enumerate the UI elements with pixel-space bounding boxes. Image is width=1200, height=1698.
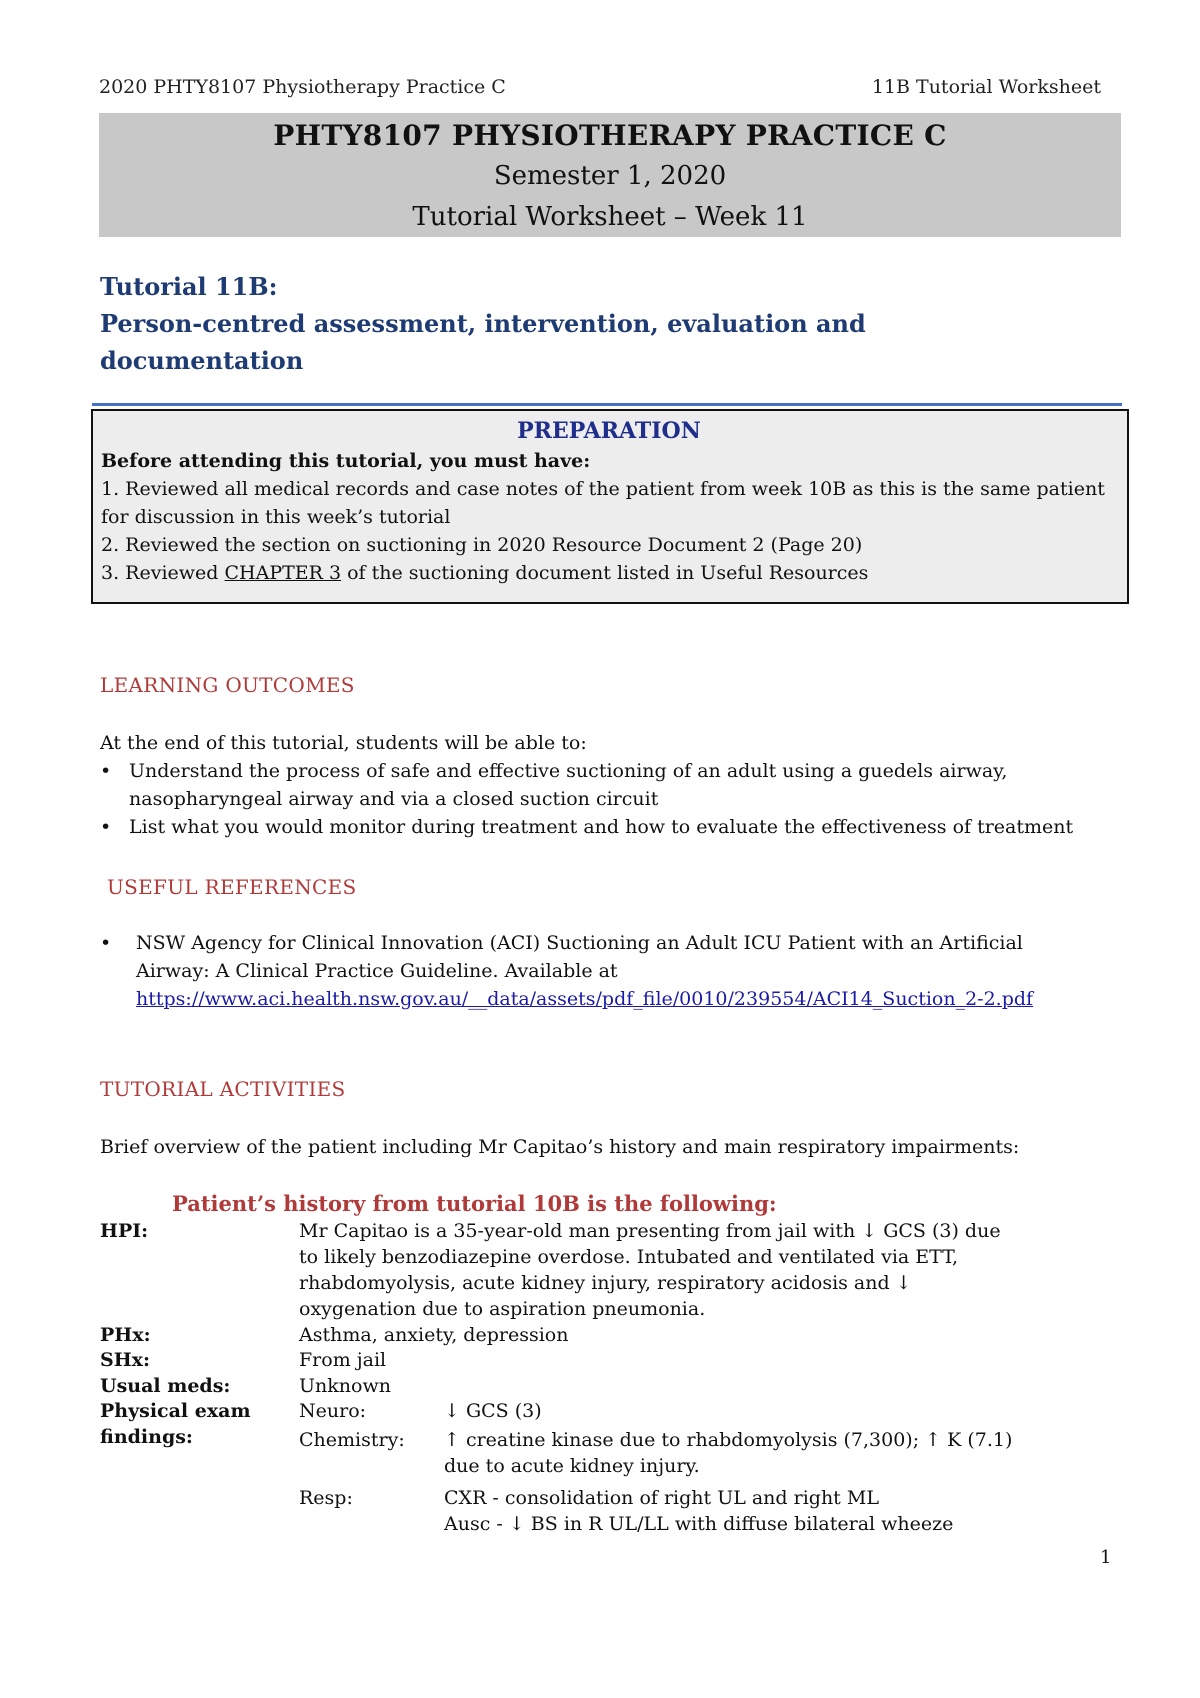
useful-references-body [100,929,1120,1013]
section-divider [92,403,1122,406]
outcome-1-line-1: Understand the process of safe and effective suctioning of an adult using a guedels airway, [129,760,1008,782]
bullet-icon: • [100,760,112,782]
bullet-icon: • [100,816,112,838]
resp-line-2: Ausc - ↓ BS in R UL/LL with diffuse bilateral wheeze [444,1513,954,1535]
learning-outcomes-body [100,729,1120,841]
preparation-item-3 [101,559,1117,587]
page-number: 1 [1100,1547,1112,1568]
hpi-line-2: to likely benzodiazepine overdose. Intubated and ventilated via ETT, [299,1246,959,1268]
physical-exam-label [100,1398,251,1450]
resp-line-1: CXR - consolidation of right UL and right ML [444,1487,879,1509]
neuro-label: Neuro: [299,1400,367,1422]
chemistry-line-1: ↑ creatine kinase due to rhabdomyolysis (7,300); ↑ K (7.1) [444,1429,1013,1451]
preparation-item-3-suffix: of the suctioning document listed in Useful Resources [341,562,869,584]
tutorial-subtitle-line-1: Person-centred assessment, intervention, evaluation and [100,309,866,338]
usual-meds-value: Unknown [299,1375,391,1397]
preparation-item-1-line-2: for discussion in this week’s tutorial [101,506,451,528]
physical-exam-label-line-2: findings: [100,1426,193,1448]
useful-references-heading: USEFUL REFERENCES [107,875,357,899]
chemistry-line-2: due to acute kidney injury. [444,1455,700,1477]
preparation-item-1-line-1: 1. Reviewed all medical records and case notes of the patient from week 10B as this is the same patient [101,478,1105,500]
semester-title: Semester 1, 2020 [493,161,727,191]
running-header-worksheet: 11B Tutorial Worksheet [871,76,1101,98]
shx-label: SHx: [100,1349,151,1371]
patient-history-title: Patient’s history from tutorial 10B is the following: [172,1191,777,1216]
hpi-line-3: rhabdomyolysis, acute kidney injury, respiratory acidosis and ↓ [299,1272,912,1294]
list-item [100,929,1120,1013]
outcome-2: List what you would monitor during treatment and how to evaluate the effectiveness of treatment [129,816,1074,838]
preparation-item-2: 2. Reviewed the section on suctioning in 2020 Resource Document 2 (Page 20) [101,534,863,556]
reference-line-2: Airway: A Clinical Practice Guideline. Available at [136,960,618,982]
chapter-reference: CHAPTER 3 [224,562,342,584]
hpi-line-4: oxygenation due to aspiration pneumonia. [299,1298,706,1320]
phx-value: Asthma, anxiety, depression [299,1324,569,1346]
chemistry-label: Chemistry: [299,1429,405,1451]
tutorial-heading [100,268,1100,379]
physical-exam-block [100,1398,1110,1538]
shx-value: From jail [299,1349,387,1371]
reference-line-1: NSW Agency for Clinical Innovation (ACI) Suctioning an Adult ICU Patient with an Artificial [136,932,1023,954]
tutorial-activities-intro: Brief overview of the patient including Mr Capitao’s history and main respiratory impairments: [100,1136,1020,1158]
hpi-label: HPI: [100,1220,149,1242]
preparation-box [91,409,1129,604]
hpi-row [100,1218,1110,1322]
preparation-intro: Before attending this tutorial, you must have: [101,450,591,472]
worksheet-title: Tutorial Worksheet – Week 11 [412,202,808,232]
physical-exam-label-line-1: Physical exam [100,1400,251,1422]
running-header [99,76,1101,98]
preparation-title: PREPARATION [517,418,701,444]
list-item [100,757,1120,813]
tutorial-label: Tutorial 11B: [100,272,278,301]
tutorial-subtitle-line-2: documentation [100,346,304,375]
outcome-1-line-2: nasopharyngeal airway and via a closed suction circuit [129,788,659,810]
course-title: PHTY8107 PHYSIOTHERAPY PRACTICE C [273,119,947,152]
references-list [100,929,1120,1013]
resp-label: Resp: [299,1487,353,1509]
preparation-item-3-prefix: 3. Reviewed [101,562,225,584]
running-header-course: 2020 PHTY8107 Physiotherapy Practice C [99,76,506,98]
hpi-line-1: Mr Capitao is a 35-year-old man presenting from jail with ↓ GCS (3) due [299,1220,1001,1242]
learning-outcomes-heading: LEARNING OUTCOMES [100,673,355,697]
learning-outcomes-intro: At the end of this tutorial, students will be able to: [100,732,587,754]
learning-outcomes-list [100,757,1120,841]
tutorial-activities-heading: TUTORIAL ACTIVITIES [100,1077,346,1101]
bullet-icon: • [100,932,112,954]
resp-value [444,1485,1094,1537]
phx-label: PHx: [100,1324,151,1346]
title-band [99,113,1121,237]
chemistry-value [444,1427,1094,1479]
reference-link[interactable]: https://www.aci.health.nsw.gov.au/__data/assets/pdf_file/0010/239554/ACI14_Suction_2-2.pdf [136,988,1034,1010]
list-item [100,813,1120,841]
neuro-value: ↓ GCS (3) [444,1400,542,1422]
usual-meds-label: Usual meds: [100,1375,231,1397]
hpi-value [299,1218,1119,1322]
